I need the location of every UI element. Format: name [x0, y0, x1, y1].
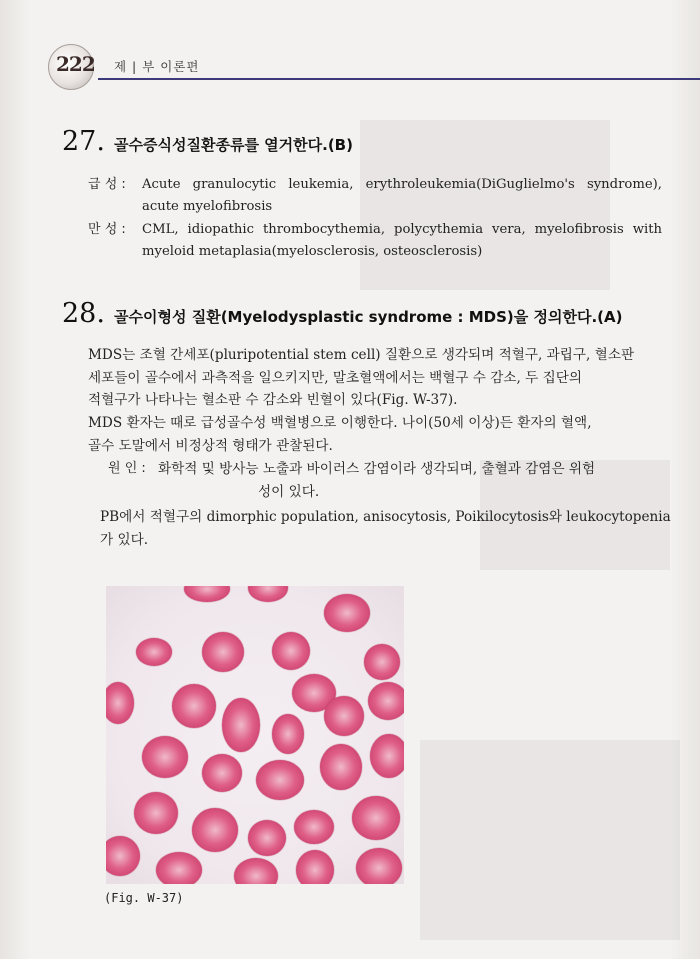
red-blood-cell — [364, 644, 400, 680]
page-number: 222 — [56, 52, 95, 76]
red-blood-cell — [142, 736, 188, 778]
red-blood-cell — [202, 754, 242, 792]
red-blood-cell — [106, 836, 140, 876]
red-blood-cell — [136, 638, 172, 666]
figure-caption: (Fig. W-37) — [104, 891, 184, 905]
q27-def-chronic — [88, 219, 663, 263]
red-blood-cell — [172, 684, 216, 728]
bleed-through-block — [420, 740, 680, 940]
red-blood-cell — [156, 852, 202, 884]
q27-number: 27. — [62, 126, 105, 157]
red-blood-cell — [324, 594, 370, 632]
q28-title: 골수이형성 질환(Myelodysplastic syndrome : MDS)을 정의한다.(A) — [114, 308, 623, 326]
blood-smear-image — [106, 586, 404, 884]
red-blood-cell — [192, 808, 238, 852]
red-blood-cell — [248, 586, 288, 602]
text-line: MDS는 조혈 간세포(pluripotential stem cell) 질환으로 생각되며 적혈구, 과립구, 혈소판 — [88, 347, 635, 363]
red-blood-cell — [202, 632, 244, 672]
section-title: 제 | 부 이론편 — [114, 59, 200, 74]
q28-paragraph-3 — [100, 506, 670, 551]
red-blood-cell — [134, 792, 178, 834]
q28-paragraph-2 — [88, 412, 668, 457]
red-blood-cell — [370, 734, 404, 778]
text-line: PB에서 적혈구의 dimorphic population, anisocytosis, Poikilocytosis와 leukocytopenia — [100, 509, 671, 525]
red-blood-cell — [106, 682, 134, 724]
text-line: 성이 있다. — [258, 483, 320, 500]
text-line: MDS 환자는 때로 급성골수성 백혈병으로 이행한다. 나이(50세 이상)든 환자의 혈액, — [88, 415, 592, 431]
def-text: Acute granulocytic leukemia, erythroleukemia(DiGuglielmo's syndrome), acute myelofibrosis — [142, 177, 662, 214]
text-line: 화학적 및 방사능 노출과 바이러스 감염이라 생각되며, 출혈과 감염은 위험 — [158, 461, 596, 477]
q27-heading — [62, 126, 353, 157]
text-line: 세포들이 골수에서 과측적을 일으키지만, 말초혈액에서는 백혈구 수 감소, 두 집단의 — [88, 369, 583, 386]
def-label: 급 성 : — [88, 177, 126, 192]
red-blood-cell — [222, 698, 260, 752]
text-line: 골수 도말에서 비정상적 형태가 관찰된다. — [88, 437, 333, 454]
header-rule — [98, 78, 700, 80]
q27-def-acute — [88, 174, 663, 218]
red-blood-cell — [256, 760, 304, 800]
text-line: 적혈구가 나타나는 혈소판 수 감소와 빈혈이 있다(Fig. W-37). — [88, 392, 458, 408]
def-label: 만 성 : — [88, 222, 126, 237]
red-blood-cell — [320, 744, 362, 790]
q28-heading — [62, 298, 622, 329]
text-line: 가 있다. — [100, 531, 149, 548]
def-text: CML, idiopathic thrombocythemia, polycythemia vera, myelofibrosis with myeloid metaplasia(myelosclerosis, osteosclerosis) — [142, 222, 662, 259]
red-blood-cell — [272, 714, 304, 754]
red-blood-cell — [356, 848, 402, 884]
q28-paragraph-1 — [88, 344, 668, 412]
red-blood-cell — [248, 820, 286, 856]
red-blood-cell — [294, 810, 334, 844]
q27-title: 골수증식성질환종류를 열거한다.(B) — [114, 136, 353, 154]
red-blood-cell — [368, 682, 404, 720]
red-blood-cell — [324, 696, 364, 736]
page-header — [48, 42, 688, 82]
red-blood-cell — [234, 858, 278, 884]
cause-label: 원 인 : — [108, 461, 146, 476]
red-blood-cell — [352, 796, 400, 840]
red-blood-cell — [296, 850, 334, 884]
red-blood-cell — [272, 632, 310, 670]
red-blood-cell — [184, 586, 230, 602]
q28-number: 28. — [62, 298, 105, 329]
